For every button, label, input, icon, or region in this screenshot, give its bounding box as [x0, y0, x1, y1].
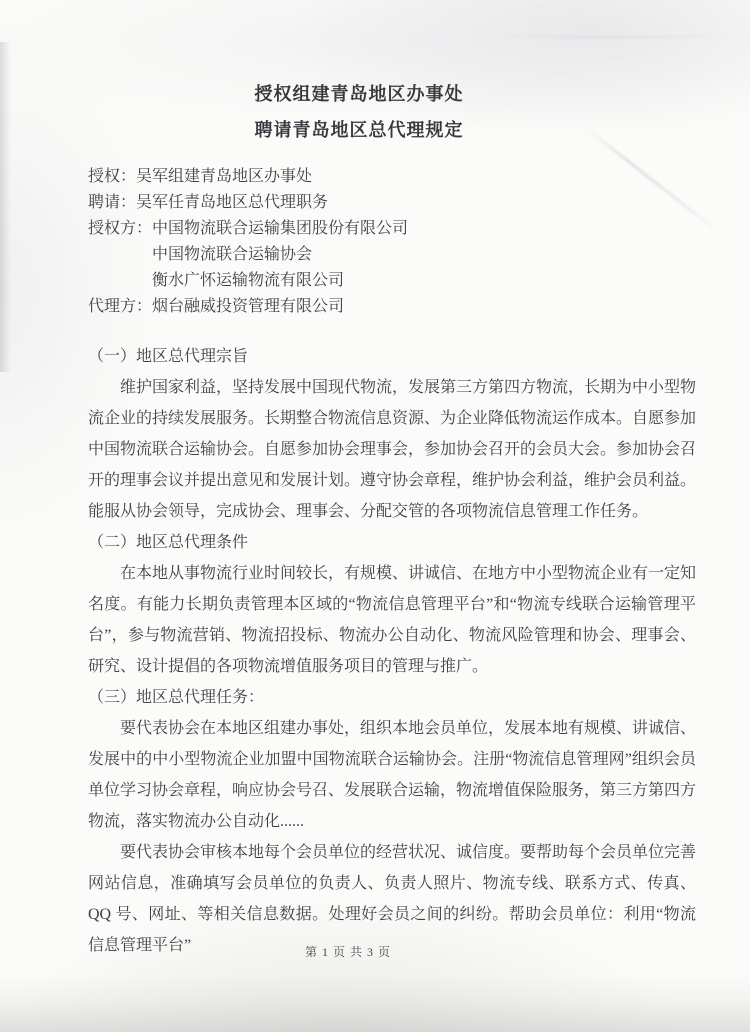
section-2-heading: （二）地区总代理条件 [88, 534, 249, 551]
header-line-authorizing-party-2 [88, 242, 696, 268]
field-value: 中国物流联合运输协会 [152, 246, 313, 263]
paragraph: 维护国家利益，坚持发展中国现代物流，发展第三方第四方物流，长期为中小型物流企业的持续发展服务。长期整合物流信息资源、为企业降低物流运作成本。自愿参加中国物流联合运输协会。自愿参加协会理事会，参加协会召开的会员大会。参加协会召开的理事会议并提出意见和发展计划。遵守协会章程，维护协会利益，维护会员利益。能服从协会领导，完成协会、理事会、分配交管的各项物流信息管理工作任务。 [88, 379, 697, 520]
section-1-heading: （一）地区总代理宗旨 [88, 348, 249, 365]
field-value: 吴军组建青岛地区办事处 [136, 168, 313, 185]
title-line-1: 授权组建青岛地区办事处 [254, 84, 464, 104]
field-value: 中国物流联合运输集团股份有限公司 [152, 220, 409, 237]
field-value: 烟台融威投资管理有限公司 [152, 298, 345, 315]
paragraph: 要代表协会审核本地每个会员单位的经营状况、诚信度。要帮助每个会员单位完善网站信息，准确填写会员单位的负责人、负责人照片、物流专线、联系方式、传真、QQ 号、网址、等相关信息数据。处理好会员之间的纠纷。帮助会员单位：利用“物流信息管理平台” [88, 844, 697, 954]
field-value: 衡水广怀运输物流有限公司 [152, 272, 345, 289]
document-body [88, 341, 696, 961]
header-line-agent-party [88, 294, 696, 320]
header-line-authorization [88, 164, 696, 190]
header-line-authorizing-party [88, 216, 696, 242]
paragraph: 要代表协会在本地区组建办事处，组织本地会员单位，发展本地有规模、讲诚信、发展中的中小型物流企业加盟中国物流联合运输协会。注册“物流信息管理网”组织会员单位学习协会章程，响应协会号召、发展联合运输，物流增值保险服务，第三方第四方物流，落实物流办公自动化...... [88, 720, 697, 830]
header-line-authorizing-party-3 [88, 268, 696, 294]
document-content [88, 0, 696, 961]
field-label: 授权方： [88, 220, 153, 237]
field-label: 代理方： [88, 298, 153, 315]
header-fields [88, 164, 696, 320]
scan-shadow-left-edge [0, 42, 11, 372]
field-label: 聘请： [88, 194, 137, 211]
field-label: 授权： [88, 168, 137, 185]
section-3-heading: （三）地区总代理任务： [88, 689, 265, 706]
header-line-appointment [88, 190, 696, 216]
paragraph: 在本地从事物流行业时间较长，有规模、讲诚信、在地方中小型物流企业有一定知名度。有能力长期负责管理本区域的“物流信息管理平台”和“物流专线联合运输管理平台”，参与物流营销、物流招投标、物流办公自动化、物流风险管理和协会、理事会、研究、设计提倡的各项物流增值服务项目的管理与推广。 [88, 565, 697, 675]
field-value: 吴军任青岛地区总代理职务 [136, 194, 329, 211]
scan-shadow-bottom-edge [0, 974, 750, 1032]
document-title [55, 76, 663, 148]
title-line-2: 聘请青岛地区总代理规定 [254, 120, 464, 140]
page-number: 第 1 页 共 3 页 [304, 945, 391, 959]
